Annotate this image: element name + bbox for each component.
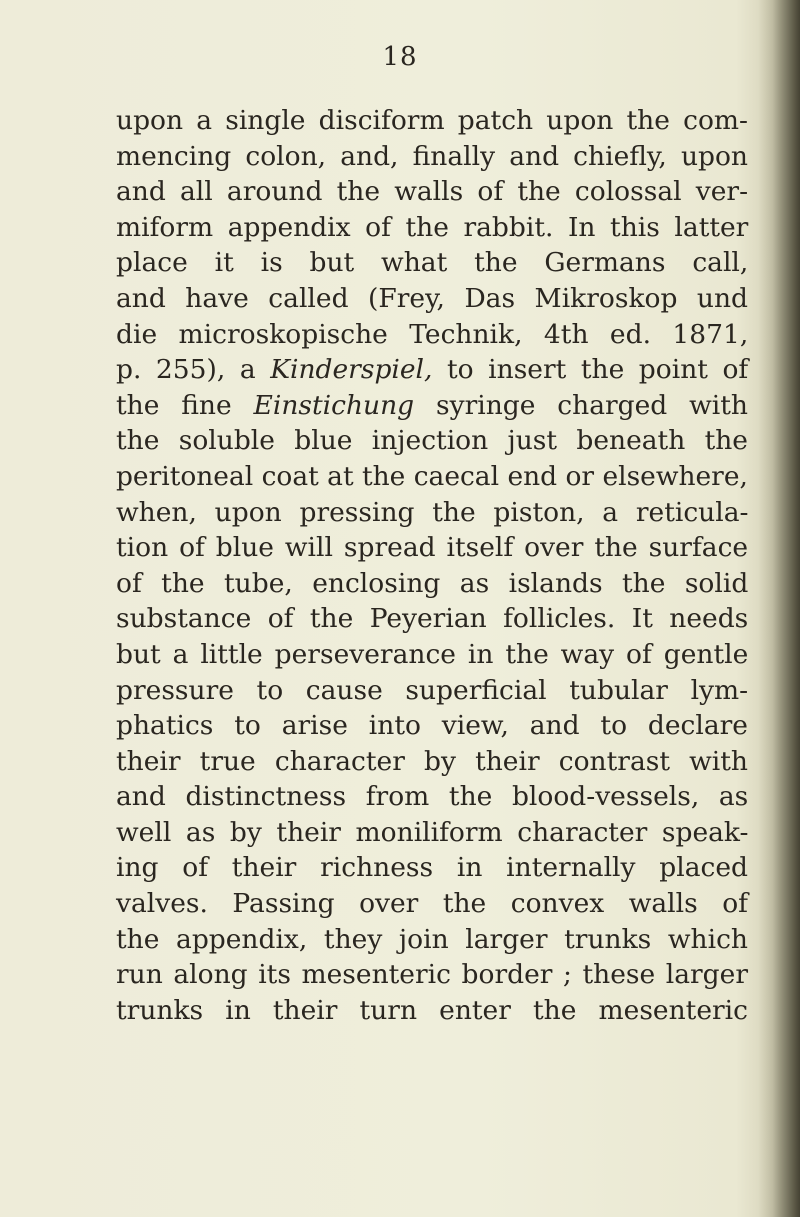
text-line: substance of the Peyerian follicles. It needs — [116, 603, 749, 635]
page-edge-shadow — [758, 0, 800, 1217]
text-line: run along its mesenteric border ; these larger — [116, 959, 748, 991]
text-line: of the tube, enclosing as islands the solid — [116, 567, 749, 599]
text-line: valves. Passing over the convex walls of — [116, 888, 748, 920]
text-line: p. 255), a Kinderspiel, to insert the point of — [116, 354, 749, 386]
text-line: their true character by their contrast with — [116, 745, 748, 777]
text-line: and distinctness from the blood-vessels, as — [116, 781, 749, 813]
text-line: peritoneal coat at the caecal end or elsewhere, — [116, 460, 748, 492]
text-line: ing of their richness in internally placed — [116, 852, 748, 884]
text-line: mencing colon, and, finally and chiefly, upon — [116, 140, 748, 172]
body-text — [116, 103, 748, 1028]
text-line: and have called (Frey, Das Mikroskop und — [116, 282, 748, 314]
text-line: the appendix, they join larger trunks which — [116, 923, 748, 955]
italic-term: Kinderspiel, — [270, 354, 433, 386]
italic-term: Einstichung — [253, 389, 415, 421]
text-line: tion of blue will spread itself over the surface — [116, 532, 749, 564]
text-line: die microskopische Technik, 4th ed. 1871, — [116, 318, 749, 350]
text-line: phatics to arise into view, and to declare — [116, 710, 748, 742]
text-line: pressure to cause superficial tubular lym- — [116, 674, 749, 706]
text-line: when, upon pressing the piston, a reticula- — [116, 496, 749, 528]
text-line: and all around the walls of the colossal ver- — [116, 176, 749, 208]
text-line: place it is but what the Germans call, — [116, 247, 749, 279]
text-line: but a little perseverance in the way of gentle — [116, 638, 749, 670]
text-line: trunks in their turn enter the mesenteric — [116, 994, 748, 1026]
text-line: upon a single disciform patch upon the com- — [116, 105, 748, 136]
text-line: well as by their moniliform character speak- — [116, 816, 749, 848]
page-number: 18 — [382, 42, 418, 72]
text-line: the soluble blue injection just beneath the — [116, 425, 748, 457]
text-line: miform appendix of the rabbit. In this latter — [116, 211, 749, 243]
text-line: the fine Einstichung syringe charged with — [116, 389, 748, 421]
